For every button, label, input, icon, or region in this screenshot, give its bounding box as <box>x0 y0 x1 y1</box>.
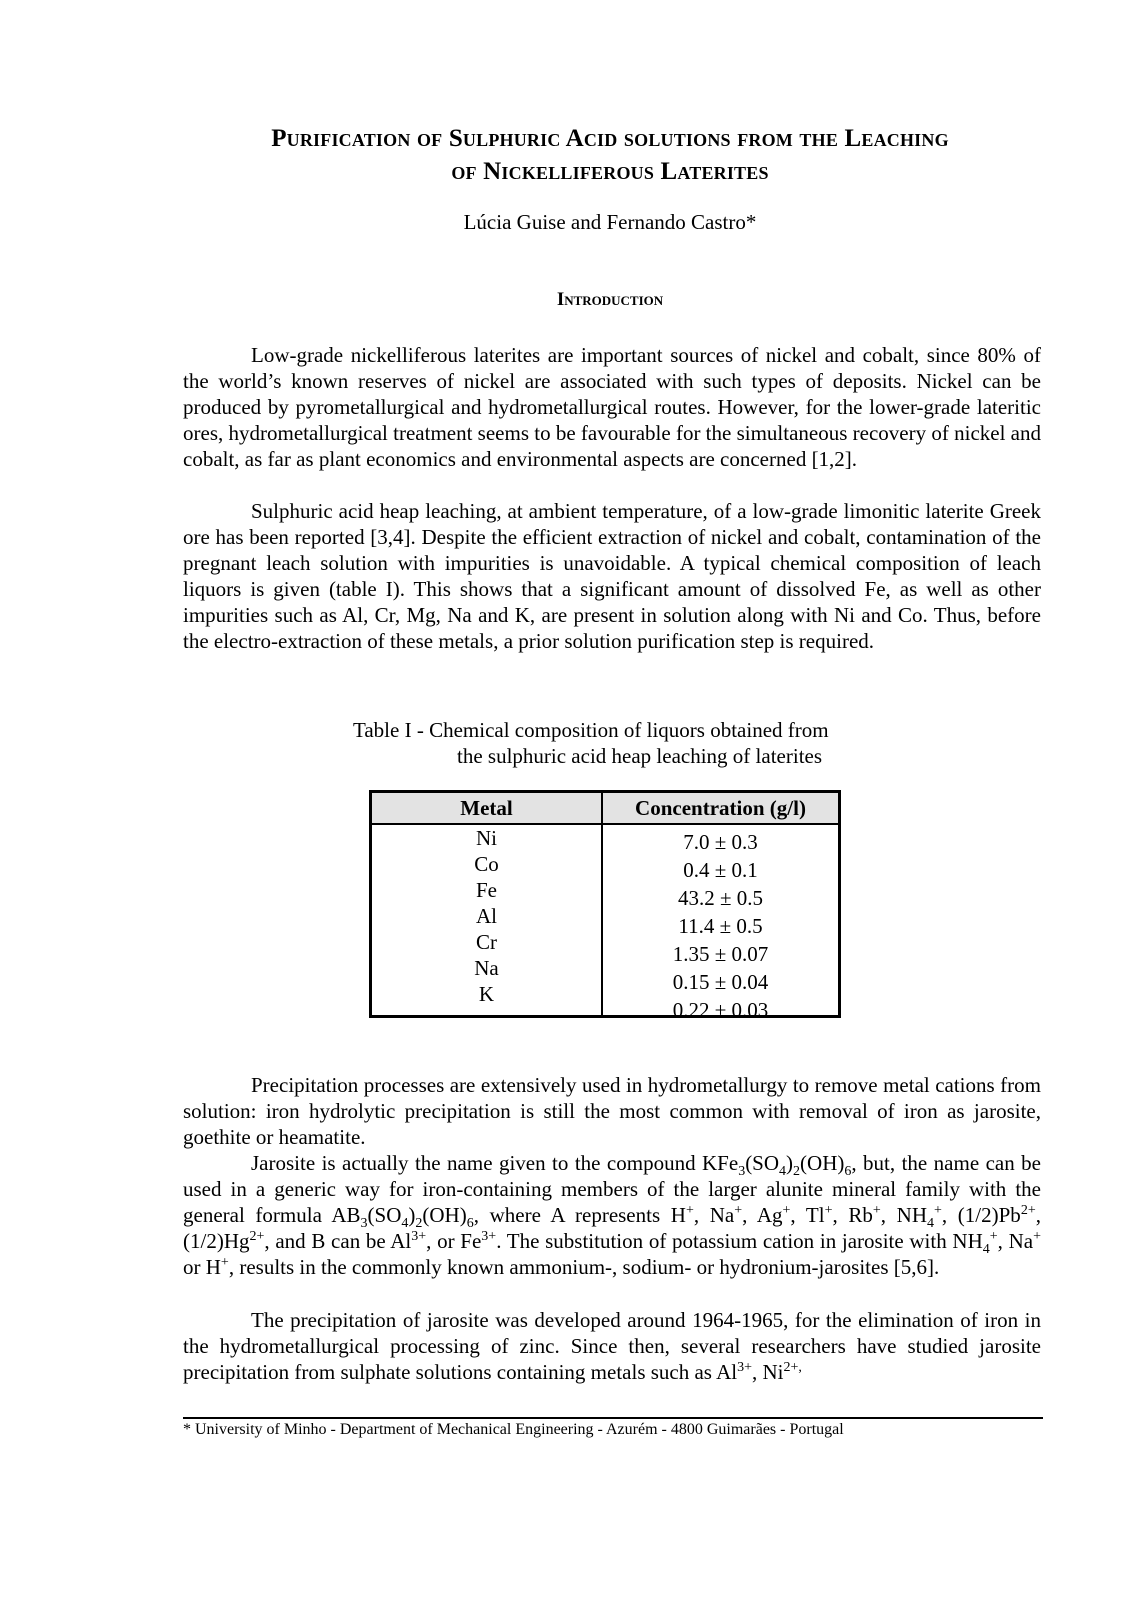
table-cell-metal: Na <box>474 956 499 980</box>
paragraph-3: Precipitation processes are extensively used in hydrometallurgy to remove metal cations from solution: iron hydrolytic precipitation is still the most common with removal of iron as jarosite, goethite or heamatite. <box>183 1073 1041 1149</box>
paragraph-2: Sulphuric acid heap leaching, at ambient temperature, of a low-grade limonitic laterite Greek ore has been reported [3,4]. Despite the efficient extraction of nickel and cobalt, contamination of the pregnant leach solution with impurities is unavoidable. A typical chemical composition of leach liquors is given (table I). This shows that a significant amount of dissolved Fe, as well as other impurities such as Al, Cr, Mg, Na and K, are present in solution along with Ni and Co. Thus, before the electro-extraction of these metals, a prior solution purification step is required. <box>183 499 1041 653</box>
authors: Lúcia Guise and Fernando Castro* <box>463 210 757 234</box>
paper-title-line-1: Purification of Sulphuric Acid solutions from the Leaching <box>271 125 949 152</box>
table-header-concentration: Concentration (g/l) <box>635 796 806 820</box>
footnote-divider <box>183 1417 1043 1419</box>
table-caption-line-2: the sulphuric acid heap leaching of laterites <box>457 744 823 768</box>
table-cell-concentration: 0.15 ± 0.04 <box>672 970 769 994</box>
table-cell-concentration: 0.22 ± 0.03 <box>672 998 769 1022</box>
table-caption-line-1: Table I - Chemical composition of liquors obtained from <box>353 718 829 742</box>
paragraph-1: Low-grade nickelliferous laterites are important sources of nickel and cobalt, since 80% of the world’s known reserves of nickel are associated with such types of deposits. Nickel can be produced by pyrometallurgical and hydrometallurgical routes. However, for the lower-grade lateritic ores, hydrometallurgical treatment seems to be favourable for the simultaneous recovery of nickel and cobalt, as far as plant economics and environmental aspects are concerned [1,2]. <box>183 343 1041 471</box>
table-cell-concentration: 7.0 ± 0.3 <box>683 830 758 854</box>
table-cell-concentration: 1.35 ± 0.07 <box>672 942 769 966</box>
table-cell-metal: Al <box>476 904 497 928</box>
table-cell-metal: Fe <box>476 878 497 902</box>
table-cell-metal: K <box>478 982 495 1006</box>
table-cell-concentration: 11.4 ± 0.5 <box>678 914 763 938</box>
metal-column <box>372 825 601 1007</box>
table-header-metal: Metal <box>460 796 513 820</box>
paper-title <box>0 122 1131 188</box>
table-cell-metal: Cr <box>476 930 497 954</box>
concentration-column <box>603 828 838 1024</box>
section-heading-introduction: Introduction <box>556 289 664 310</box>
table-cell-concentration: 43.2 ± 0.5 <box>677 886 764 910</box>
table-cell-concentration: 0.4 ± 0.1 <box>683 858 758 882</box>
paragraph-5: The precipitation of jarosite was developed around 1964-1965, for the elimination of iron in the hydrometallurgical processing of zinc. Since then, several researchers have studied jarosite precipitation from sulphate solutions containing metals such as $Al^{3+}$, $Ni^{2+,}$ <box>183 1308 1041 1384</box>
paper-title-line-2: of Nickelliferous Laterites <box>451 158 769 185</box>
footnote: * University of Minho - Department of Mechanical Engineering - Azurém - 4800 Guimarães - Portugal <box>183 1421 844 1438</box>
table-cell-metal: Ni <box>476 826 497 850</box>
composition-table <box>369 790 841 1022</box>
table-cell-metal: Co <box>474 852 499 876</box>
table-caption <box>353 717 873 769</box>
paragraph-4: Jarosite is actually the name given to the compound $KFe_3(SO_4)_2(OH)_6$, but, the name can be used in a generic way for iron-containing members of the larger alunite mineral family with the general formula $AB_3(SO_4)_2(OH)_6$, where A represents H+, Na+, Ag+, Tl+, Rb+, $NH_4^+$, $(1/2)Pb^{2+}$, $(1/2)Hg^{2+}$, and B can be $Al^{3+}$, or $Fe^{3+}$. The substitution of potassium cation in jarosite with $NH_4^+$, Na+ or H+, results in the commonly known ammonium-, sodium- or hydronium-jarosites [5,6]. <box>183 1151 1041 1279</box>
